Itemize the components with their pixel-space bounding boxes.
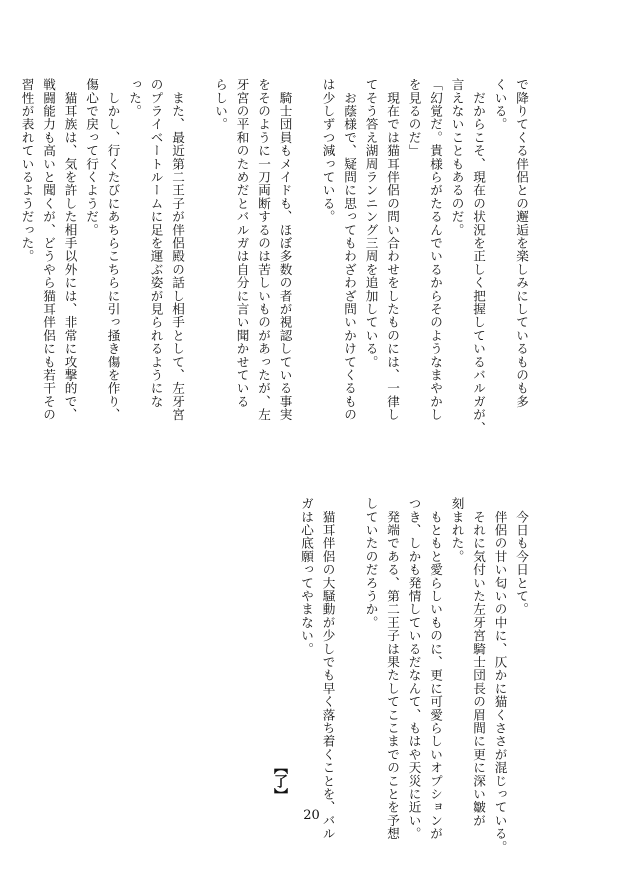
end-mark: 【了】: [272, 760, 288, 802]
text-column: は少しずつ減っている。: [320, 78, 336, 224]
text-column: それに気付いた左牙宮騎士団長の眉間に更に深い皺が: [471, 497, 486, 827]
text-column: 伴侶の甘い匂いの中に、仄かに猫くささが混じっている。: [492, 497, 508, 854]
text-column: [296, 78, 318, 438]
text-column: 刻まれた。: [449, 497, 465, 563]
text-column: 戦闘能力も高いと聞くが、どうやら猫耳伴侶にも若干その: [41, 78, 56, 422]
text-column: 「幻覚だ。貴様らがたるんでいるからそのようなまやかし: [428, 78, 443, 422]
text-column: をそのように一刀両断するのは苦しいものがあったが、左: [256, 78, 271, 422]
text-column: のプライベートルームに足を運ぶ姿が見られるようにな: [148, 78, 164, 408]
text-column: 牙宮の平和のためだとバルガは自分に言い聞かせている: [234, 78, 250, 408]
text-column: 騎士団員もメイドも、ほぼ多数の者が視認している事実: [277, 78, 293, 422]
text-column: お蔭様で、疑問に思ってもわざわざ問いかけてくるもの: [342, 78, 357, 422]
text-column: だからこそ、現在の状況を正しく把握しているバルガが、: [471, 78, 486, 435]
upper-text-block: [19, 78, 532, 438]
text-column: 今日も今日とて。: [514, 497, 529, 616]
text-column: していたのだろうか。: [363, 497, 379, 629]
text-column: てそう答え湖周ランニング三周を追加している。: [363, 78, 379, 369]
text-column: 習性が表れているようだった。: [19, 78, 35, 263]
text-column: 発端である、第二王子は果たしてここまでのことを予想: [385, 497, 400, 841]
text-column: で降りてくる伴侶との邂逅を楽しみにしているものも多: [514, 78, 529, 408]
text-column: を見るのだ」: [406, 78, 422, 158]
text-column: ガは心底願ってやまない。: [299, 497, 314, 656]
text-column: しかし、行くたびにあちらこちらに引っ掻き傷を作り、: [105, 78, 121, 422]
text-column: また、最近第二王子が伴侶殿の話し相手として、左牙宮: [170, 78, 185, 422]
text-column: 傷心で戻って行くようだ。: [84, 78, 99, 237]
text-column: 言えないこともあるのだ。: [449, 78, 465, 237]
text-column: 猫耳伴侶の大騒動が少しでも早く落ち着くことを、バル: [320, 497, 336, 841]
page-number: 20: [303, 808, 320, 823]
text-column: 猫耳族は、気を許した相手以外には、非常に攻撃的で、: [62, 78, 78, 422]
text-column: つき、しかも発情しているだなんて、もはや天災に近い。: [406, 497, 422, 841]
text-column: 現在では猫耳伴侶の問い合わせをしたものには、一律し: [385, 78, 400, 422]
text-column: くいる。: [492, 78, 508, 131]
text-column: った。: [127, 78, 142, 118]
text-column: もともと愛らしいものに、更に可愛らしいオプションが: [428, 497, 443, 841]
text-column: らしい。: [213, 78, 228, 131]
text-column: [339, 497, 361, 807]
text-column: [188, 78, 210, 438]
